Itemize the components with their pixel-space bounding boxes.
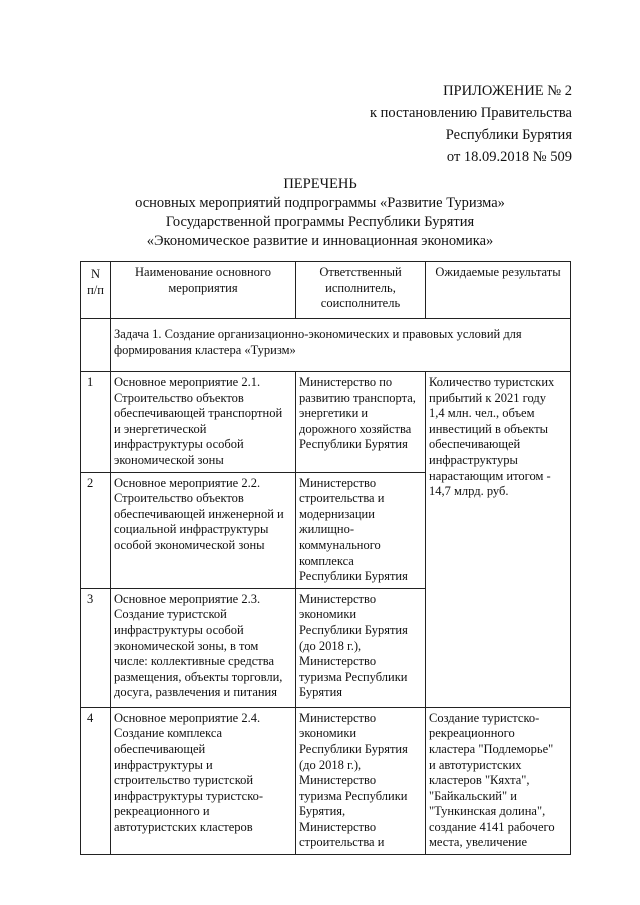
row-results xyxy=(426,707,571,854)
row-name-line: инфраструктуры и xyxy=(114,757,213,772)
heading-title: ПЕРЕЧЕНЬ xyxy=(283,176,357,192)
header-responsible-line: исполнитель, xyxy=(325,280,396,295)
header-num-line: N xyxy=(90,267,101,281)
row-responsible-line: экономики xyxy=(299,607,357,622)
row-num: 4 xyxy=(81,707,111,854)
row-responsible-line: Бурятия xyxy=(299,685,343,700)
header-num xyxy=(81,262,111,319)
row-name-line: обеспечивающей xyxy=(114,741,206,756)
results-line: "Тункинская долина", xyxy=(429,804,546,819)
row-responsible-line: жилищно- xyxy=(299,522,354,537)
row-name-line: экономической зоны xyxy=(114,452,224,467)
appendix-decree-ref: к постановлению Правительства xyxy=(370,105,572,121)
heading-line-2: Государственной программы Республики Бурятия xyxy=(165,214,475,230)
row-responsible-line: экономики xyxy=(299,726,357,741)
header-results xyxy=(426,262,571,319)
row-name xyxy=(111,707,296,854)
table-row xyxy=(81,707,571,854)
row-responsible-line: туризма Республики xyxy=(299,669,408,684)
results-line: "Байкальский" и xyxy=(429,788,517,803)
row-name-line: размещения, объекты торговли, xyxy=(114,669,283,684)
row-responsible-line: Министерство xyxy=(299,591,377,606)
row-name-line: Основное мероприятие 2.2. xyxy=(114,475,261,490)
results-line: прибытий к 2021 году xyxy=(429,390,546,405)
results-line: обеспечивающей xyxy=(429,437,521,452)
row-name-line: Основное мероприятие 2.1. xyxy=(114,375,261,389)
merged-results-cell xyxy=(426,372,571,708)
table-row xyxy=(81,372,571,473)
measures-table xyxy=(80,261,571,855)
results-line: рекреационного xyxy=(429,726,515,741)
row-responsible-line: строительства и xyxy=(299,835,385,850)
row-name-line: Основное мероприятие 2.3. xyxy=(114,591,261,606)
row-responsible-line: туризма Республики xyxy=(299,788,408,803)
row-name-line: числе: коллективные средства xyxy=(114,654,275,669)
row-responsible xyxy=(296,372,426,473)
row-responsible-line: строительства и xyxy=(299,491,385,506)
row-responsible-line: Министерство xyxy=(299,475,377,490)
document-heading xyxy=(0,175,640,251)
row-responsible-line: дорожного хозяйства xyxy=(299,421,412,436)
row-responsible xyxy=(296,707,426,854)
row-responsible-line: Министерство по xyxy=(299,375,393,389)
appendix-republic: Республики Бурятия xyxy=(445,127,572,143)
row-name-line: Строительство объектов xyxy=(114,390,244,405)
results-line: Создание туристско- xyxy=(429,710,540,725)
row-responsible-line: Министерство xyxy=(299,710,377,725)
row-name-line: обеспечивающей транспортной xyxy=(114,406,283,421)
task-num-cell xyxy=(81,319,111,372)
row-responsible-line: коммунального xyxy=(299,537,381,552)
row-name-line: инфраструктуры туристско- xyxy=(114,788,264,803)
appendix-block xyxy=(272,80,572,168)
task-line: Задача 1. Создание организационно-экономических и правовых условий для xyxy=(114,327,522,341)
row-num: 2 xyxy=(81,472,111,588)
row-responsible-line: Республики Бурятия xyxy=(299,437,408,452)
row-name-line: Создание туристской xyxy=(114,607,227,622)
row-name-line: строительство туристской xyxy=(114,773,254,788)
results-line: инвестиций в объекты xyxy=(429,421,549,436)
header-name-line: мероприятия xyxy=(168,280,238,295)
row-responsible-line: Министерство xyxy=(299,819,377,834)
heading-line-1: основных мероприятий подпрограммы «Развитие Туризма» xyxy=(135,195,505,211)
row-name xyxy=(111,372,296,473)
row-responsible xyxy=(296,472,426,588)
row-responsible-line: Республики Бурятия xyxy=(299,622,408,637)
header-name xyxy=(111,262,296,319)
row-num: 1 xyxy=(81,372,111,473)
header-num-line: п/п xyxy=(87,282,104,297)
row-num: 3 xyxy=(81,588,111,707)
row-responsible-line: комплекса xyxy=(299,553,354,568)
results-line: инфраструктуры xyxy=(429,452,518,467)
row-responsible-line: развитию транспорта, xyxy=(299,390,416,405)
header-name-line: Наименование основного xyxy=(135,265,271,279)
row-responsible-line: Министерство xyxy=(299,773,377,788)
row-responsible-line: энергетики и xyxy=(299,406,369,421)
row-name-line: Строительство объектов xyxy=(114,491,244,506)
results-line: и автотуристских xyxy=(429,757,522,772)
results-line: 1,4 млн. чел., объем xyxy=(429,406,535,421)
row-name xyxy=(111,472,296,588)
row-name-line: Создание комплекса xyxy=(114,726,223,741)
header-results-line: Ожидаемые результаты xyxy=(435,265,561,279)
header-responsible-line: соисполнитель xyxy=(320,296,401,311)
task-line: формирования кластера «Туризм» xyxy=(114,342,296,357)
results-line: нарастающим итогом - xyxy=(429,468,551,483)
appendix-date-number: от 18.09.2018 № 509 xyxy=(446,149,572,165)
results-line: 14,7 млрд. руб. xyxy=(429,484,509,499)
row-name-line: инфраструктуры особой xyxy=(114,622,244,637)
row-name xyxy=(111,588,296,707)
task-row xyxy=(81,319,571,372)
row-responsible-line: Бурятия, xyxy=(299,804,346,819)
heading-line-3: «Экономическое развитие и инновационная экономика» xyxy=(146,233,494,249)
task-cell xyxy=(111,319,571,372)
results-line: кластеров "Кяхта", xyxy=(429,773,530,788)
header-responsible-line: Ответственный xyxy=(319,265,402,279)
row-responsible-line: (до 2018 г.), xyxy=(299,638,362,653)
row-responsible-line: (до 2018 г.), xyxy=(299,757,362,772)
row-name-line: экономической зоны, в том xyxy=(114,638,259,653)
row-name-line: и энергетической xyxy=(114,421,207,436)
row-responsible-line: Министерство xyxy=(299,654,377,669)
row-name-line: Основное мероприятие 2.4. xyxy=(114,710,261,725)
row-name-line: досуга, развлечения и питания xyxy=(114,685,278,700)
results-line: создание 4141 рабочего xyxy=(429,819,555,834)
row-responsible xyxy=(296,588,426,707)
row-name-line: обеспечивающей инженерной и xyxy=(114,506,284,521)
results-line: Количество туристских xyxy=(429,375,555,389)
results-line: кластера "Подлеморье" xyxy=(429,741,554,756)
row-name-line: инфраструктуры особой xyxy=(114,437,244,452)
row-name-line: социальной инфраструктуры xyxy=(114,522,269,537)
header-responsible xyxy=(296,262,426,319)
row-responsible-line: модернизации xyxy=(299,506,375,521)
appendix-title: ПРИЛОЖЕНИЕ № 2 xyxy=(443,83,572,99)
row-name-line: автотуристских кластеров xyxy=(114,819,253,834)
row-name-line: рекреационного и xyxy=(114,804,210,819)
row-responsible-line: Республики Бурятия xyxy=(299,569,408,584)
results-line: места, увеличение xyxy=(429,835,528,850)
row-responsible-line: Республики Бурятия xyxy=(299,741,408,756)
table-header-row xyxy=(81,262,571,319)
row-name-line: особой экономической зоны xyxy=(114,537,265,552)
